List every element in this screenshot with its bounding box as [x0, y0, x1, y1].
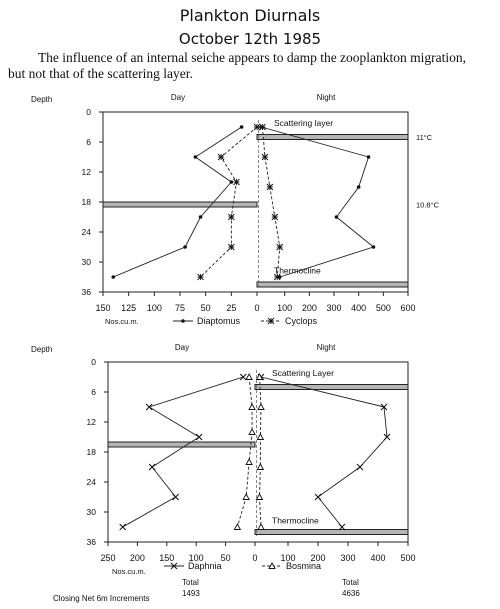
x-tick-label-day: 150: [95, 303, 111, 313]
data-point: [277, 244, 283, 250]
x-tick-label-day: 250: [100, 553, 116, 563]
x-tick-label-night: 200: [310, 553, 326, 563]
data-point: [246, 459, 252, 465]
x-tick-label-day: 0: [254, 303, 260, 313]
x-tick-label-night: 300: [326, 303, 342, 313]
series-bosmina: [234, 374, 264, 530]
description-line-1: The influence of an internal seiche appears to damp the zooplankton migration,: [37, 50, 467, 65]
data-point: [228, 244, 234, 250]
series-line-day: [123, 377, 244, 527]
temperature-label: 10.8°C: [416, 200, 440, 210]
data-point: [111, 275, 115, 279]
annotation-label: Thermocline: [274, 265, 321, 276]
unit-label: Nos.cu.m.: [105, 317, 139, 326]
data-point: [258, 524, 264, 530]
y-tick-label: 12: [86, 417, 96, 427]
y-tick-label: 18: [81, 197, 91, 207]
data-point: [243, 494, 249, 500]
x-tick-label-day: 75: [174, 303, 186, 313]
data-point: [246, 374, 252, 380]
data-point: [367, 155, 371, 159]
annotation-label: Thermocline: [272, 515, 319, 526]
y-axis-label: Depth: [31, 345, 53, 354]
x-tick-label-day: 25: [226, 303, 237, 313]
chart-date: October 12th 1985: [178, 30, 322, 48]
series-line-night: [260, 377, 262, 527]
data-point: [228, 214, 234, 220]
x-tick-label-day: 125: [121, 303, 137, 313]
data-point: [120, 524, 126, 530]
data-point: [198, 274, 204, 280]
data-point: [240, 374, 246, 380]
x-tick-label-day: 150: [159, 553, 175, 563]
data-point: [181, 319, 185, 323]
x-tick-label-day: 50: [200, 303, 211, 313]
legend-label: Cyclops: [285, 316, 318, 326]
annotation-label: Scattering Layer: [272, 368, 334, 378]
data-point: [262, 154, 268, 160]
data-point: [259, 124, 265, 130]
x-tick-label-day: 100: [188, 553, 204, 563]
x-tick-label-day: 200: [129, 553, 145, 563]
layer-band: [257, 282, 408, 287]
y-tick-label: 36: [86, 537, 96, 547]
data-point: [240, 125, 244, 129]
data-point: [315, 494, 321, 500]
y-tick-label: 18: [86, 447, 96, 457]
data-point: [258, 404, 264, 410]
data-point: [218, 154, 224, 160]
data-point: [272, 214, 278, 220]
x-tick-label-night: 600: [400, 303, 416, 313]
y-tick-label: 12: [81, 167, 91, 177]
annotation-label: Scattering layer: [274, 118, 334, 128]
x-tick-label-night: 100: [277, 303, 293, 313]
night-label: Night: [316, 93, 336, 102]
x-tick-label-day: 0: [252, 553, 258, 563]
temperature-label: 11°C: [416, 133, 433, 142]
y-tick-label: 0: [86, 107, 91, 117]
night-label: Night: [316, 343, 336, 352]
legend-label: Bosmina: [286, 561, 322, 571]
x-tick-label-night: 500: [400, 553, 416, 563]
data-point: [372, 245, 376, 249]
layer-band: [255, 530, 408, 535]
data-point: [357, 464, 363, 470]
legend-label: Daphnia: [188, 561, 222, 571]
data-point: [257, 434, 263, 440]
chart-panel-2: [31, 343, 416, 576]
data-point: [249, 404, 255, 410]
unit-label: Nos.cu.m.: [112, 567, 146, 576]
data-point: [357, 185, 361, 189]
y-tick-label: 36: [81, 287, 91, 297]
data-point: [254, 124, 260, 130]
x-tick-label-day: 50: [220, 553, 231, 563]
total-value-right: 4636: [342, 589, 360, 598]
x-tick-label-night: 100: [280, 553, 296, 563]
layer-band: [257, 135, 408, 140]
x-tick-label-night: 400: [370, 553, 386, 563]
data-point: [267, 184, 273, 190]
data-point: [233, 179, 239, 185]
x-tick-label-night: 300: [340, 553, 356, 563]
x-tick-label-night: 200: [301, 303, 317, 313]
day-label: Day: [174, 343, 190, 352]
data-point: [196, 434, 202, 440]
data-point: [234, 524, 240, 530]
chart-title: Plankton Diurnals: [179, 6, 321, 25]
series-daphnia: [120, 374, 390, 530]
total-label-right: Total: [342, 578, 359, 587]
series-line-night: [261, 377, 387, 527]
data-point: [230, 180, 234, 184]
day-label: Day: [170, 93, 186, 102]
y-tick-label: 24: [81, 227, 91, 237]
data-point: [257, 464, 263, 470]
x-tick-label-night: 400: [351, 303, 367, 313]
layer-band: [103, 202, 257, 207]
data-point: [249, 429, 255, 435]
y-tick-label: 24: [86, 477, 96, 487]
data-point: [268, 318, 274, 324]
data-point: [146, 404, 152, 410]
data-point: [194, 155, 198, 159]
data-point: [183, 245, 187, 249]
data-point: [274, 274, 280, 280]
y-tick-label: 0: [91, 357, 96, 367]
legend-label: Diaptomus: [197, 316, 241, 326]
y-tick-label: 30: [81, 257, 91, 267]
data-point: [199, 215, 203, 219]
description-line-2: but not that of the scattering layer.: [8, 66, 193, 81]
y-tick-label: 6: [86, 137, 91, 147]
chart-panel-1: [31, 93, 440, 326]
series-line-night: [261, 127, 373, 277]
data-point: [335, 215, 339, 219]
y-tick-label: 6: [91, 387, 96, 397]
series-line-day: [237, 377, 252, 527]
x-tick-label-day: 100: [146, 303, 162, 313]
series-line-night: [262, 127, 279, 277]
data-point: [173, 494, 179, 500]
data-point: [257, 494, 263, 500]
y-axis-label: Depth: [31, 95, 53, 104]
total-value-left: 1493: [182, 589, 200, 598]
x-tick-label-night: 500: [375, 303, 391, 313]
layer-band: [255, 385, 408, 390]
data-point: [149, 464, 155, 470]
y-tick-label: 30: [86, 507, 96, 517]
total-label-left: Total: [182, 578, 199, 587]
layer-band: [108, 442, 255, 447]
closing-net-note: Closing Net 6m Increments: [53, 594, 150, 603]
